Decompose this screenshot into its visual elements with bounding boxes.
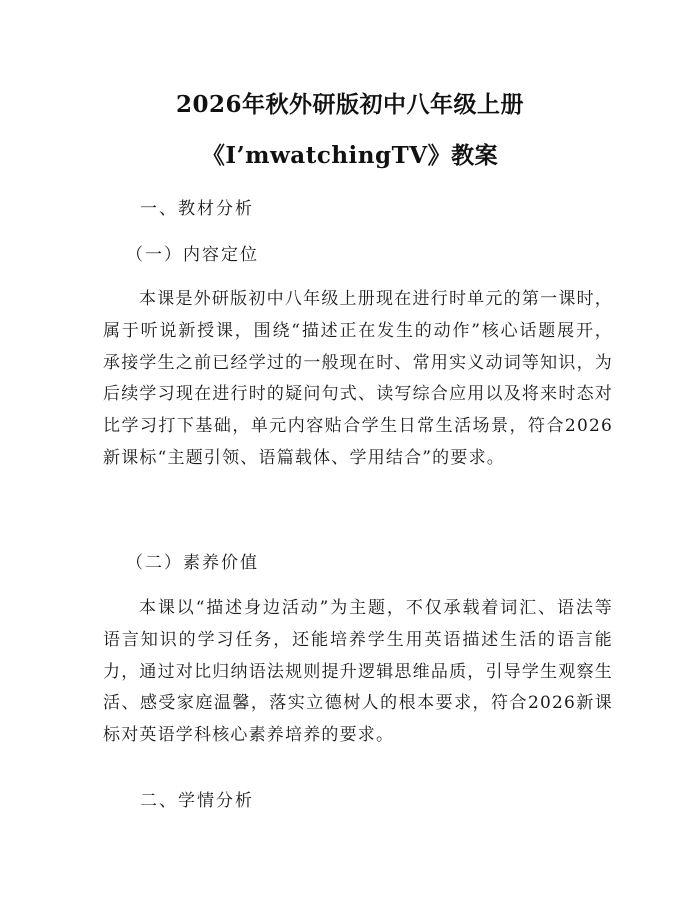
paragraph-literacy-value: 本课以“描述身边活动”为主题，不仅承载着词汇、语法等语言知识的学习任务，还能培养学生用英语描述生活的语言能力，通过对比归纳语法规则提升逻辑思维品质，引导学生观察生活、感受家庭温馨，落实立德树人的根本要求，符合2026新课标对英语学科核心素养培养的要求。	[103, 598, 613, 746]
subsection-heading-literacy-value: （二）素养价值	[126, 553, 259, 573]
subsection-heading-content-positioning: （一）内容定位	[126, 245, 259, 265]
document-title-line1: 2026年秋外研版初中八年级上册	[175, 91, 524, 118]
section-heading-textbook-analysis: 一、教材分析	[140, 199, 254, 219]
section-heading-learner-analysis: 二、学情分析	[140, 791, 254, 811]
paragraph-content-positioning: 本课是外研版初中八年级上册现在进行时单元的第一课时，属于听说新授课，围绕“描述正在发生的动作”核心话题展开，承接学生之前已经学过的一般现在时、常用实义动词等知识，为后续学习现在进行时的疑问句式、读写综合应用以及将来时态对比学习打下基础，单元内容贴合学生日常生活场景，符合2026新课标“主题引领、语篇载体、学用结合”的要求。	[103, 289, 613, 468]
document-title-line2: 《I’mwatchingTV》教案	[201, 142, 499, 169]
